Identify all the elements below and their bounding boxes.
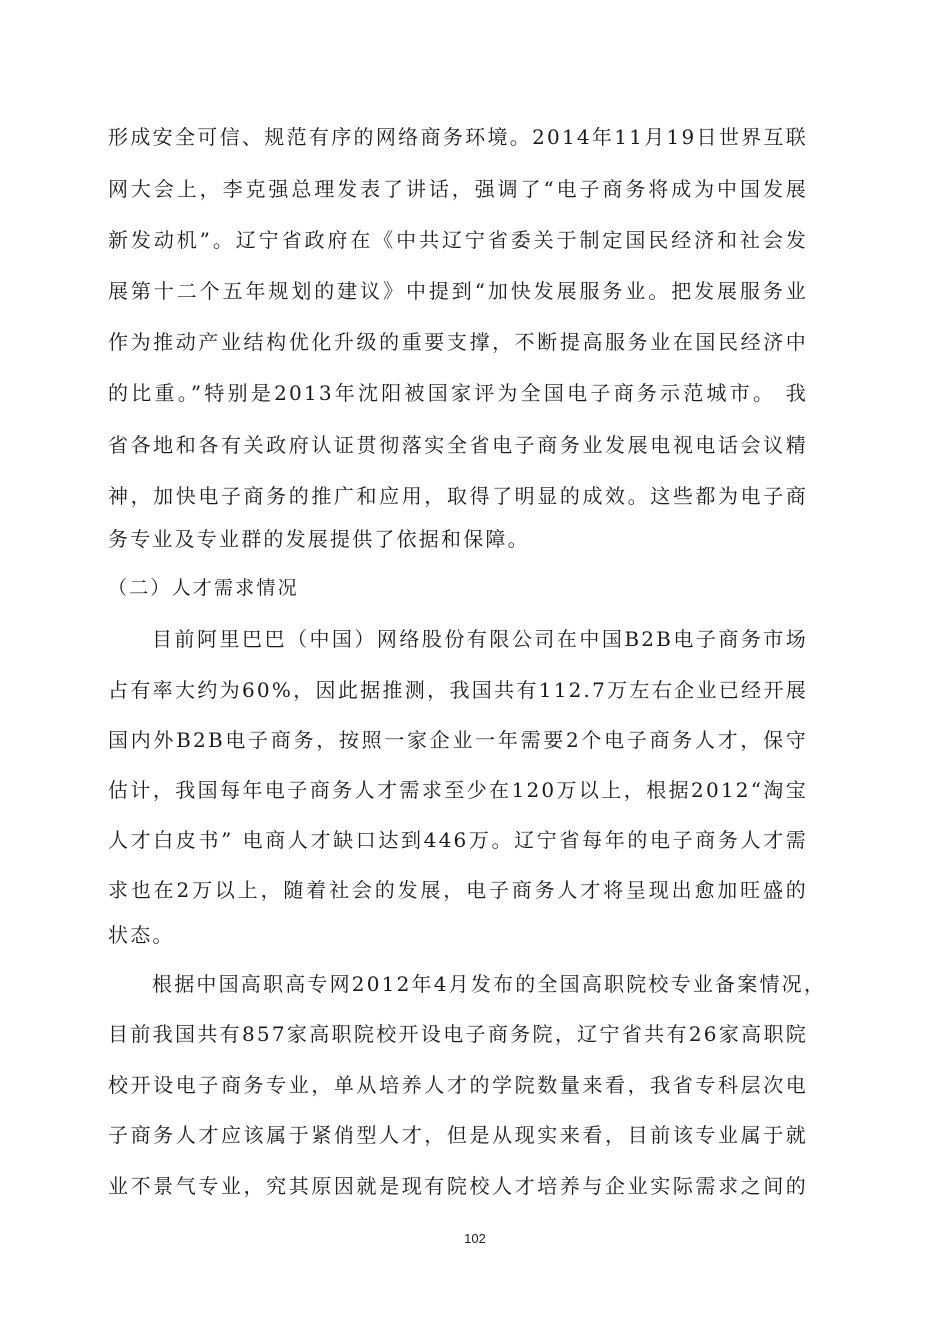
text-line: 子商务人才应该属于紧俏型人才，但是从现实来看，目前该专业属于就 xyxy=(108,1123,808,1147)
section-heading: （二）人才需求情况 xyxy=(108,577,299,599)
text-line: 新发动机”。辽宁省政府在《中共辽宁省委关于制定国民经济和社会发 xyxy=(108,228,808,252)
text-line: 国内外B2B电子商务，按照一家企业一年需要2个电子商务人才，保守 xyxy=(108,728,808,752)
text-line: 神，加快电子商务的推广和应用，取得了明显的成效。这些都为电子商 xyxy=(108,484,808,508)
text-line: 状态。 xyxy=(108,923,175,947)
text-line: 估计，我国每年电子商务人才需求至少在120万以上，根据2012“淘宝 xyxy=(108,778,808,802)
text-line: 求也在2万以上，随着社会的发展，电子商务人才将呈现出愈加旺盛的 xyxy=(108,878,808,902)
text-line: 务专业及专业群的发展提供了依据和保障。 xyxy=(108,527,530,551)
text-line: 人才白皮书” 电商人才缺口达到446万。辽宁省每年的电子商务人才需 xyxy=(108,828,808,852)
text-line: 业不景气专业，究其原因就是现有院校人才培养与企业实际需求之间的 xyxy=(108,1174,808,1198)
text-line: 校开设电子商务专业，单从培养人才的学院数量来看，我省专科层次电 xyxy=(108,1073,808,1097)
text-line: 占有率大约为60%，因此据推测，我国共有112.7万左右企业已经开展 xyxy=(108,678,808,702)
page-number: 102 xyxy=(464,1231,486,1246)
text-line: 网大会上，李克强总理发表了讲话，强调了“电子商务将成为中国发展 xyxy=(108,177,808,201)
paragraph-first-line: 目前阿里巴巴（中国）网络股份有限公司在中国B2B电子商务市场 xyxy=(152,627,808,651)
text-line: 展第十二个五年规划的建议》中提到“加快发展服务业。把发展服务业 xyxy=(108,279,808,303)
text-line: 的比重。”特别是2013年沈阳被国家评为全国电子商务示范城市。 我 xyxy=(108,381,808,405)
text-line: 作为推动产业结构优化升级的重要支撑，不断提高服务业在国民经济中 xyxy=(108,330,808,354)
paragraph-first-line: 根据中国高职高专网2012年4月发布的全国高职院校专业备案情况， xyxy=(152,972,827,996)
text-line: 目前我国共有857家高职院校开设电子商务院，辽宁省共有26家高职院 xyxy=(108,1022,808,1046)
text-line: 形成安全可信、规范有序的网络商务环境。2014年11月19日世界互联 xyxy=(108,125,808,149)
text-line: 省各地和各有关政府认证贯彻落实全省电子商务业发展电视电话会议精 xyxy=(108,433,808,457)
